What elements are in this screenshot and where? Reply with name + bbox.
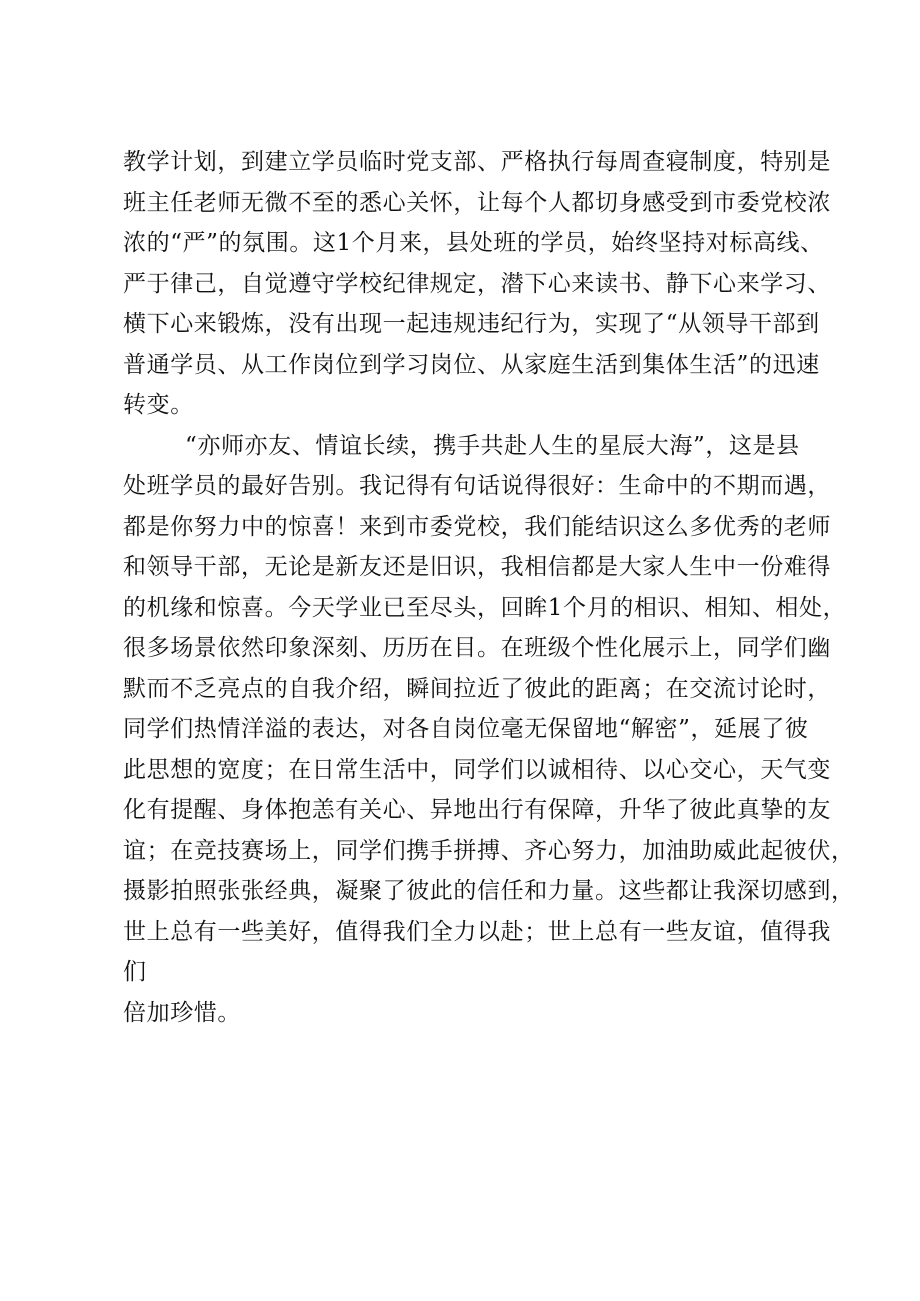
- paragraph-1-line: 浓的“严”的氛围。这1个月来，县处班的学员，始终坚持对标高线、: [123, 230, 824, 256]
- paragraph-2-line: 很多场景依然印象深刻、历历在目。在班级个性化展示上，同学们幽: [123, 635, 831, 661]
- paragraph-2-line: 化有提醒、身体抱恙有关心、异地出行有保障，升华了彼此真挚的友: [123, 797, 831, 823]
- paragraph-2-line: 和领导干部，无论是新友还是旧识，我相信都是大家人生中一份难得: [123, 554, 831, 580]
- paragraph-1-line: 班主任老师无微不至的悉心关怀，让每个人都切身感受到市委党校浓: [123, 189, 831, 216]
- paragraph-2-line: 摄影拍照张张经典，凝聚了彼此的信任和力量。这些都让我深切感到，: [123, 878, 855, 904]
- paragraph-2-line: 的机缘和惊喜。今天学业已至尽头，回眸1个月的相识、相知、相处，: [123, 594, 847, 621]
- paragraph-1-line: 横下心来锻炼，没有出现一起违规违纪行为，实现了“从领导干部到: [123, 311, 820, 337]
- paragraph-2-line: 世上总有一些美好，值得我们全力以赴；世上总有一些友谊，值得我: [123, 918, 831, 945]
- paragraph-2-line: 同学们热情洋溢的表达，对各自岗位毫无保留地“解密”，延展了彼: [123, 716, 809, 742]
- paragraph-2-line: 处班学员的最好告别。我记得有句话说得很好：生命中的不期而遇，: [123, 473, 831, 499]
- paragraph-1-line: 普通学员、从工作岗位到学习岗位、从家庭生活到集体生活”的迅速: [123, 351, 820, 378]
- paragraph-2-line: 默而不乏亮点的自我介绍，瞬间拉近了彼此的距离；在交流讨论时，: [123, 675, 831, 702]
- paragraph-2-line: 谊；在竞技赛场上，同学们携手拼搏、齐心努力，加油助威此起彼伏，: [123, 837, 855, 864]
- body-text: [123, 142, 855, 1033]
- paragraph-1-line: 教学计划，到建立学员临时党支部、严格执行每周查寝制度，特别是: [123, 149, 831, 175]
- paragraph-1-line: 转变。: [123, 392, 194, 418]
- paragraph-2-first-line: “亦师亦友、情谊长续，携手共赴人生的星辰大海”，这是县: [185, 432, 800, 459]
- paragraph-2-line: 都是你努力中的惊喜！来到市委党校，我们能结识这么多优秀的老师: [123, 513, 831, 540]
- paragraph-1-line: 严于律己，自觉遵守学校纪律规定，潜下心来读书、静下心来学习、: [123, 270, 831, 297]
- paragraph-2-line: 们: [123, 959, 147, 985]
- paragraph-2-line: 倍加珍惜。: [123, 999, 241, 1026]
- paragraph-2-line: 此思想的宽度；在日常生活中，同学们以诚相待、以心交心，天气变: [123, 756, 831, 783]
